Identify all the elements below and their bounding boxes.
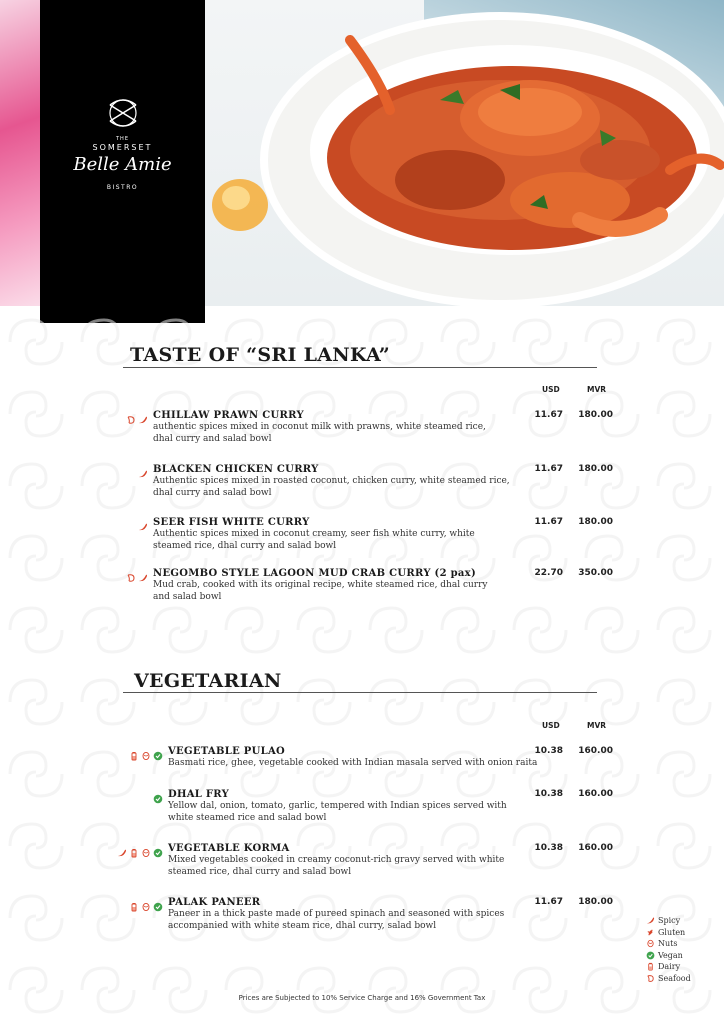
vegan-icon xyxy=(153,897,163,907)
price-mvr: 180.00 xyxy=(578,464,613,474)
legend-label: Dairy xyxy=(658,962,681,972)
price-mvr: 180.00 xyxy=(578,517,613,527)
nuts-icon xyxy=(141,843,151,853)
dietary-legend xyxy=(646,915,691,984)
section-divider xyxy=(123,367,597,368)
vegan-icon xyxy=(646,951,655,960)
menu-item-description: Mud crab, cooked with its original recipe, white steamed rice, dhal curry xyxy=(153,580,488,590)
dairy-icon xyxy=(129,746,139,756)
price-mvr: 350.00 xyxy=(578,568,613,578)
menu-item-name: NEGOMBO STYLE LAGOON MUD CRAB CURRY (2 pax) xyxy=(153,568,476,579)
spicy-icon xyxy=(138,568,148,578)
price-usd: 11.67 xyxy=(534,897,563,907)
dairy-icon xyxy=(646,962,655,971)
legend-label: Spicy xyxy=(658,916,681,926)
dairy-icon xyxy=(129,843,139,853)
seafood-icon xyxy=(126,568,136,578)
dietary-icons xyxy=(138,517,148,527)
spicy-icon xyxy=(117,843,127,853)
menu-item-description: Authentic spices mixed in coconut creamy, seer fish white curry, white xyxy=(153,529,475,539)
price-mvr: 160.00 xyxy=(578,789,613,799)
price-usd: 10.38 xyxy=(534,789,563,799)
legend-item xyxy=(646,950,691,962)
menu-item-name: DHAL FRY xyxy=(168,789,230,800)
spicy-icon xyxy=(138,517,148,527)
spicy-icon xyxy=(646,916,655,925)
price-disclaimer: Prices are Subjected to 10% Service Charge and 16% Government Tax xyxy=(238,994,486,1002)
menu-item-name: SEER FISH WHITE CURRY xyxy=(153,517,310,528)
vegan-icon xyxy=(153,843,163,853)
gluten-icon xyxy=(646,928,655,937)
vegan-icon xyxy=(153,746,163,756)
price-usd: 10.38 xyxy=(534,843,563,853)
legend-item xyxy=(646,915,691,927)
nuts-icon xyxy=(646,939,655,948)
menu-item-description: dhal curry and salad bowl xyxy=(153,488,272,498)
nuts-icon xyxy=(141,746,151,756)
logo-bistro: BISTRO xyxy=(106,184,139,191)
menu-item-description: Mixed vegetables cooked in creamy coconut-rich gravy served with white xyxy=(168,855,505,865)
legend-label: Gluten xyxy=(658,927,686,937)
price-usd: 11.67 xyxy=(534,517,563,527)
seafood-icon xyxy=(126,410,136,420)
price-mvr: 160.00 xyxy=(578,843,613,853)
price-usd: 11.67 xyxy=(534,410,563,420)
menu-item-name: VEGETABLE PULAO xyxy=(168,746,286,757)
dietary-icons xyxy=(126,410,148,420)
dietary-icons xyxy=(117,843,163,853)
legend-item xyxy=(646,973,691,985)
dietary-icons xyxy=(129,746,163,756)
column-header-usd: USD xyxy=(542,385,560,394)
dietary-icons xyxy=(129,897,163,907)
price-usd: 10.38 xyxy=(534,746,563,756)
menu-item-description: and salad bowl xyxy=(153,592,222,602)
menu-item-description: authentic spices mixed in coconut milk with prawns, white steamed rice, xyxy=(153,422,486,432)
legend-label: Seafood xyxy=(658,973,691,983)
column-header-mvr: MVR xyxy=(587,721,607,730)
menu-item-description: steamed rice, dhal curry and salad bowl xyxy=(168,867,352,877)
menu-item-description: dhal curry and salad bowl xyxy=(153,434,272,444)
section-title-vegetarian: VEGETARIAN xyxy=(134,670,282,692)
menu-item-description: accompanied with white steam rice, dhal curry, salad bowl xyxy=(168,921,437,931)
section-divider xyxy=(123,692,597,693)
menu-item-description: Basmati rice, ghee, vegetable cooked with Indian masala served with onion raita xyxy=(168,758,538,768)
nuts-icon xyxy=(141,897,151,907)
price-usd: 11.67 xyxy=(534,464,563,474)
price-usd: 22.70 xyxy=(534,568,563,578)
legend-item xyxy=(646,961,691,973)
menu-item-name: VEGETABLE KORMA xyxy=(168,843,290,854)
menu-item-description: Paneer in a thick paste made of pureed spinach and seasoned with spices xyxy=(168,909,505,919)
spicy-icon xyxy=(138,464,148,474)
legend-label: Vegan xyxy=(658,950,683,960)
crab-curry-dish-image xyxy=(200,0,724,306)
logo-the: THE xyxy=(116,136,129,142)
menu-item-description: Authentic spices mixed in roasted coconut, chicken curry, white steamed rice, xyxy=(153,476,510,486)
legend-item xyxy=(646,927,691,939)
column-header-mvr: MVR xyxy=(587,385,607,394)
legend-label: Nuts xyxy=(658,939,678,949)
section-title-sri-lanka: TASTE OF “SRI LANKA” xyxy=(130,344,391,366)
menu-item-name: PALAK PANEER xyxy=(168,897,261,908)
menu-item-name: BLACKEN CHICKEN CURRY xyxy=(153,464,319,475)
price-mvr: 180.00 xyxy=(578,410,613,420)
spicy-icon xyxy=(138,410,148,420)
logo-monogram-icon xyxy=(102,95,144,131)
menu-item-description: Yellow dal, onion, tomato, garlic, tempered with Indian spices served with xyxy=(168,801,507,811)
dairy-icon xyxy=(129,897,139,907)
menu-item-description: steamed rice, dhal curry and salad bowl xyxy=(153,541,337,551)
brand-logo-panel xyxy=(40,0,205,323)
logo-somerset: SOMERSET xyxy=(92,143,153,152)
dietary-icons xyxy=(153,789,163,799)
logo-belle-amie: Belle Amie xyxy=(73,154,172,175)
price-mvr: 160.00 xyxy=(578,746,613,756)
legend-item xyxy=(646,938,691,950)
price-mvr: 180.00 xyxy=(578,897,613,907)
dietary-icons xyxy=(126,568,148,578)
menu-item-name: CHILLAW PRAWN CURRY xyxy=(153,410,304,421)
vegan-icon xyxy=(153,789,163,799)
dietary-icons xyxy=(138,464,148,474)
menu-item-description: white steamed rice and salad bowl xyxy=(168,813,327,823)
seafood-icon xyxy=(646,974,655,983)
column-header-usd: USD xyxy=(542,721,560,730)
